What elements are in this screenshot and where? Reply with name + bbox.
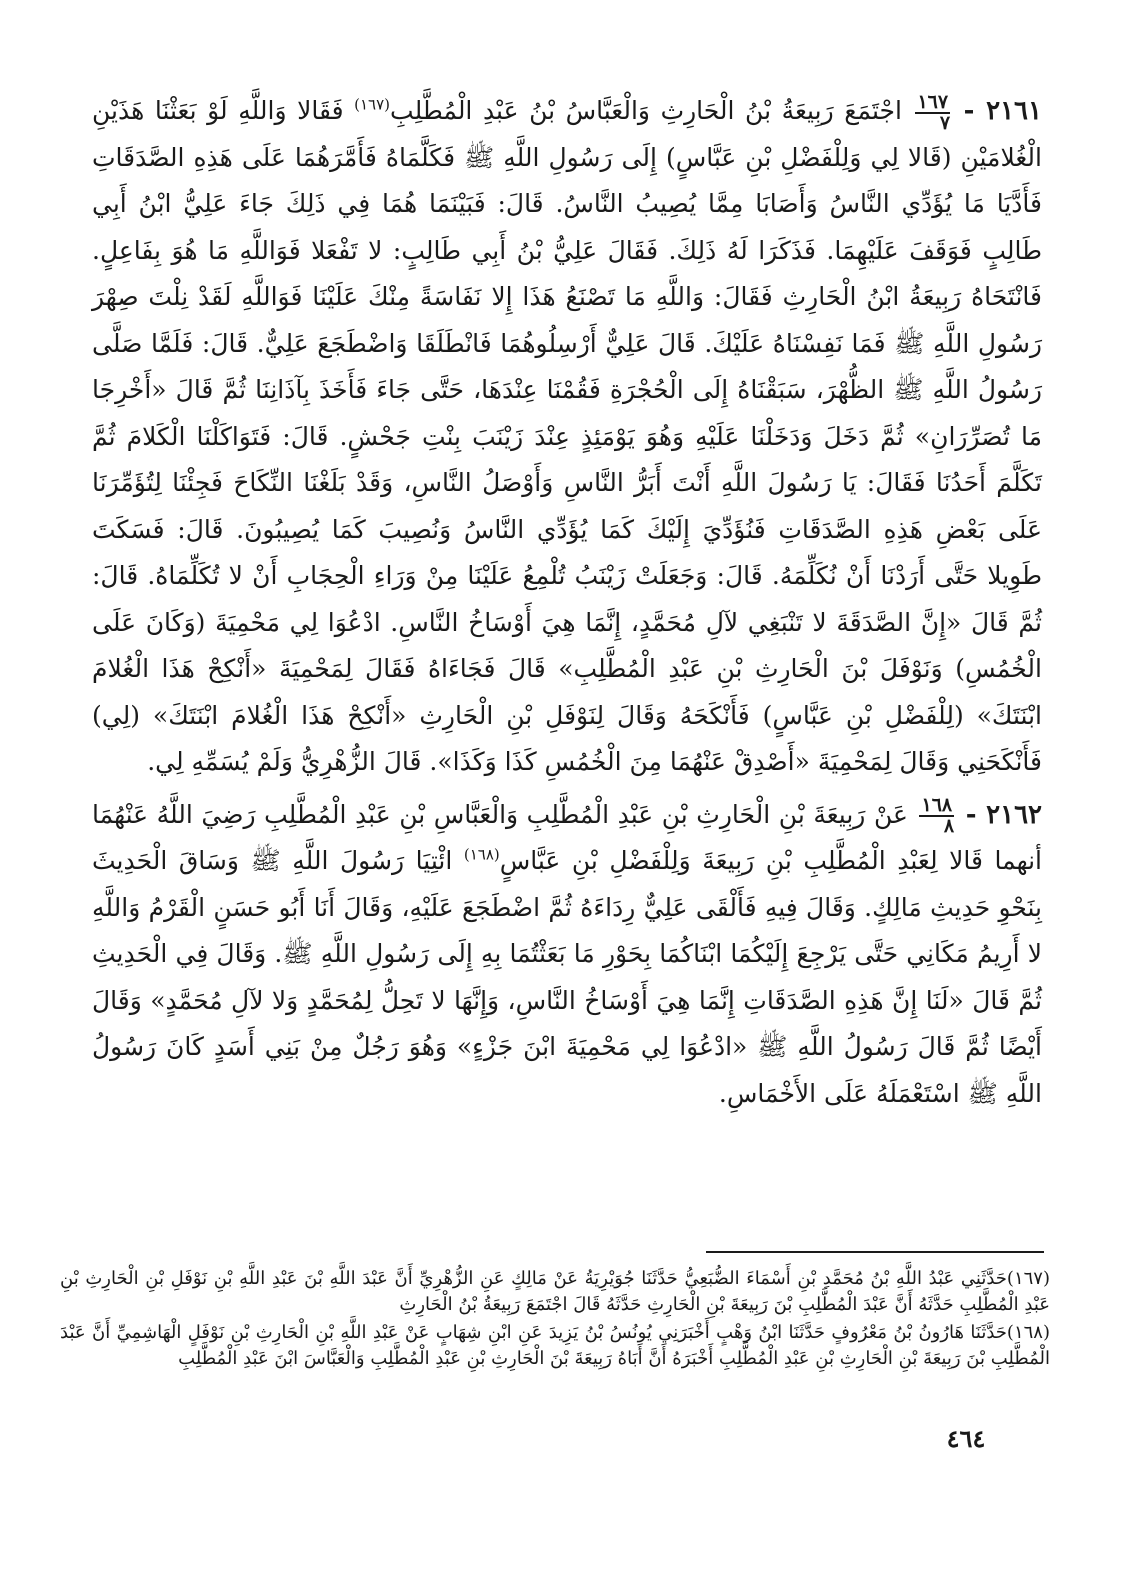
footnote-text: حَدَّثَنَا هَارُونُ بْنُ مَعْرُوفٍ حَدَّثَنَا ابْنُ وَهْبٍ أَخْبَرَنِي يُونُسُ بْنُ يَزِيدَ عَنِ ابْنِ شِهَابٍ عَنْ عَبْدِ اللَّهِ بْنِ الْحَارِثِ بْنِ نَوْفَلٍ الْهَاشِمِيِّ أَنَّ عَبْدَ الْمُطَّلِبِ بْنَ رَبِيعَةَ بْنِ الْحَارِثِ بْنِ عَبْدِ الْمُطَّلِبِ أَخْبَرَهُ أَنَّ أَبَاهُ رَبِيعَةَ بْنَ الْحَارِثِ بْنِ عَبْدِ الْمُطَّلِبِ وَالْعَبَّاسَ ابْنَ عَبْدِ الْمُطَّلِبِ <box>60 1322 1050 1369</box>
main-text <box>92 88 1042 1117</box>
cross-reference-fraction <box>919 796 954 836</box>
footnote-168 <box>60 1320 1050 1372</box>
page-number: ٤٦٤ <box>946 1424 986 1453</box>
footnote-text: حَدَّثَنِي عَبْدُ اللَّهِ بْنُ مُحَمَّدِ بْنِ أَسْمَاءَ الضُّبَعِيُّ حَدَّثَنَا جُوَيْرِيَةُ عَنْ مَالِكٍ عَنِ الزُّهْرِيِّ أَنَّ عَبْدَ اللَّهِ بْنَ عَبْدِ اللَّهِ بْنِ نَوْفَلِ بْنِ الْحَارِثِ بْنِ عَبْدِ الْمُطَّلِبِ حَدَّثَهُ أَنَّ عَبْدَ الْمُطَّلِبِ بْنَ رَبِيعَةَ بْنِ الْحَارِثِ حَدَّثَهُ قَالَ اجْتَمَعَ رَبِيعَةُ بْنُ الْحَارِثِ <box>60 1268 1050 1315</box>
footnote-number: (١٦٨) <box>1006 1322 1050 1343</box>
fraction-top: ١٦٧ <box>917 90 949 113</box>
fraction-top: ١٦٨ <box>921 794 953 816</box>
hadith-text-body: فَقَالا وَاللَّهِ لَوْ بَعَثْنَا هَذَيْنِ الْغُلامَيْنِ (قَالا لِي وَلِلْفَضْلِ بْنِ عَبَّاسٍ) إِلَى رَسُولِ اللَّهِ ﷺ فَكَلَّمَاهُ فَأَمَّرَهُمَا عَلَى هَذِهِ الصَّدَقَاتِ فَأَدَّيَا مَا يُؤَدِّي النَّاسُ وَأَصَابَا مِمَّا يُصِيبُ النَّاسُ. قَالَ: فَبَيْنَمَا هُمَا فِي ذَلِكَ جَاءَ عَلِيُّ ابْنُ أَبِي طَالِبٍ فَوَقَفَ عَلَيْهِمَا. فَذَكَرَا لَهُ ذَلِكَ. فَقَالَ عَلِيُّ بْنُ أَبِي طَالِبٍ: لا تَفْعَلا فَوَاللَّهِ مَا هُوَ بِفَاعِلٍ. فَانْتَحَاهُ رَبِيعَةُ ابْنُ الْحَارِثِ فَقَالَ: وَاللَّهِ مَا تَصْنَعُ هَذَا إِلا نَفَاسَةً مِنْكَ عَلَيْنَا فَوَاللَّهِ لَقَدْ نِلْتَ صِهْرَ رَسُولِ اللَّهِ ﷺ فَمَا نَفِسْنَاهُ عَلَيْكَ. قَالَ عَلِيٌّ أَرْسِلُوهُمَا فَانْطَلَقَا وَاضْطَجَعَ عَلِيٌّ. قَالَ: فَلَمَّا صَلَّى رَسُولُ اللَّهِ ﷺ الظُّهْرَ، سَبَقْنَاهُ إِلَى الْحُجْرَةِ فَقُمْنَا عِنْدَهَا، حَتَّى جَاءَ فَأَخَذَ بِآذَانِنَا ثُمَّ قَالَ «أَخْرِجَا مَا تُصَرِّرَانِ» ثُمَّ دَخَلَ وَدَخَلْنَا عَلَيْهِ وَهُوَ يَوْمَئِذٍ عِنْدَ زَيْنَبَ بِنْتِ جَحْشٍ. قَالَ: فَتَوَاكَلْنَا الْكَلامَ ثُمَّ تَكَلَّمَ أَحَدُنَا فَقَالَ: يَا رَسُولَ اللَّهِ أَنْتَ أَبَرُّ النَّاسِ وَأَوْصَلُ النَّاسِ، وَقَدْ بَلَغْنَا النِّكَاحَ فَجِئْنَا لِتُؤَمِّرَنَا عَلَى بَعْضِ هَذِهِ الصَّدَقَاتِ فَنُؤَدِّيَ إِلَيْكَ كَمَا يُؤَدِّي النَّاسُ وَنُصِيبَ كَمَا يُصِيبُونَ. قَالَ: فَسَكَتَ طَوِيلا حَتَّى أَرَدْنَا أَنْ نُكَلِّمَهُ. قَالَ: وَجَعَلَتْ زَيْنَبُ تُلْمِعُ عَلَيْنَا مِنْ وَرَاءِ الْحِجَابِ أَنْ لا تُكَلِّمَاهُ. قَالَ: ثُمَّ قَالَ «إِنَّ الصَّدَقَةَ لا تَنْبَغِي لآلِ مُحَمَّدٍ، إِنَّمَا هِيَ أَوْسَاخُ النَّاسِ. ادْعُوَا لِي مَحْمِيَةَ (وَكَانَ عَلَى الْخُمُسِ) وَنَوْفَلَ بْنَ الْحَارِثِ بْنِ عَبْدِ الْمُطَّلِبِ» قَالَ فَجَاءَاهُ فَقَالَ لِمَحْمِيَةَ «أَنْكِحْ هَذَا الْغُلامَ ابْنَتَكَ» (لِلْفَضْلِ بْنِ عَبَّاسٍ) فَأَنْكَحَهُ وَقَالَ لِنَوْفَلِ بْنِ الْحَارِثِ «أَنْكِحْ هَذَا الْغُلامَ ابْنَتَكَ» (لِي) فَأَنْكَحَنِي وَقَالَ لِمَحْمِيَةَ «أَصْدِقْ عَنْهُمَا مِنَ الْخُمُسِ كَذَا وَكَذَا». قَالَ الزُّهْرِيُّ وَلَمْ يُسَمِّهِ لِي. <box>92 96 1042 776</box>
hadith-text-body: ائْتِيَا رَسُولَ اللَّهِ ﷺ وَسَاقَ الْحَدِيثَ بِنَحْوِ حَدِيثِ مَالِكٍ. وَقَالَ فِيهِ فَأَلْقَى عَلِيٌّ رِدَاءَهُ ثُمَّ اضْطَجَعَ عَلَيْهِ، وَقَالَ أَنَا أَبُو حَسَنٍ الْقَرْمُ وَاللَّهِ لا أَرِيمُ مَكَانِي حَتَّى يَرْجِعَ إِلَيْكُمَا ابْنَاكُمَا بِحَوْرِ مَا بَعَثْتُمَا بِهِ إِلَى رَسُولِ اللَّهِ ﷺ. وَقَالَ فِي الْحَدِيثِ ثُمَّ قَالَ «لَنَا إِنَّ هَذِهِ الصَّدَقَاتِ إِنَّمَا هِيَ أَوْسَاخُ النَّاسِ، وَإِنَّهَا لا تَحِلُّ لِمُحَمَّدٍ وَلا لآلِ مُحَمَّدٍ» وَقَالَ أَيْضًا ثُمَّ قَالَ رَسُولُ اللَّهِ ﷺ «ادْعُوَا لِي مَحْمِيَةَ ابْنَ جَزْءٍ» وَهُوَ رَجُلٌ مِنْ بَنِي أَسَدٍ كَانَ رَسُولُ اللَّهِ ﷺ اسْتَعْمَلَهُ عَلَى الأَخْمَاسِ. <box>92 846 1042 1108</box>
fraction-bottom: ٨ <box>943 815 955 837</box>
fraction-bottom: ٧ <box>939 111 951 134</box>
footnote-reference: (١٦٨) <box>463 845 500 864</box>
hadith-number: ٢١٦١ - <box>963 96 1042 126</box>
hadith-text-intro: عَنْ رَبِيعَةَ بْنِ الْحَارِثِ بْنِ عَبْدِ الْمُطَّلِبِ وَالْعَبَّاسِ بْنِ عَبْدِ الْمُطَّلِبِ رَضِيَ اللَّهُ عَنْهُمَا أنهما قَالا لِعَبْدِ الْمُطَّلِبِ بْنِ رَبِيعَةَ وَلِلْفَضْلِ بْنِ عَبَّاسٍ <box>92 799 1043 875</box>
footnotes <box>60 1266 1050 1374</box>
cross-reference-fraction <box>915 90 951 134</box>
hadith-2161 <box>92 88 1042 786</box>
footnote-reference: (١٦٧) <box>354 95 391 114</box>
footnote-167 <box>60 1266 1050 1318</box>
hadith-2162 <box>92 792 1042 1118</box>
footnote-number: (١٦٧) <box>1006 1268 1050 1289</box>
hadith-text-intro: اجْتَمَعَ رَبِيعَةُ بْنُ الْحَارِثِ وَالْعَبَّاسُ بْنُ عَبْدِ الْمُطَّلِبِ <box>390 96 902 125</box>
hadith-number: ٢١٦٢ - <box>965 799 1043 830</box>
footnote-divider <box>706 1251 1044 1253</box>
